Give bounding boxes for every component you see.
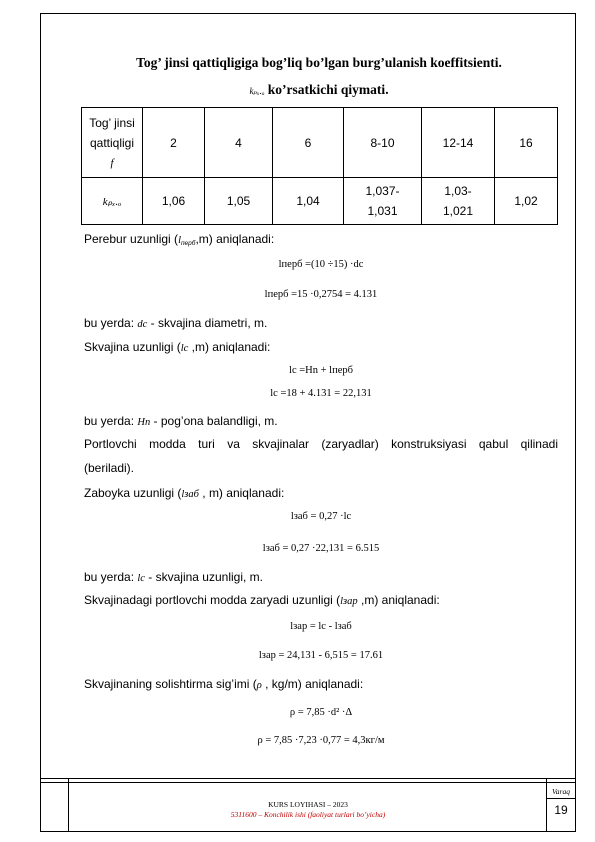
heading-line-2-text: ko’rsatkichi qiymati bbox=[264, 82, 386, 97]
formula-stemming-general: lзаб = 0,27 ·lc bbox=[290, 511, 352, 522]
table-cell: 1,06 bbox=[143, 178, 205, 225]
formula-capacity-general: ρ = 7,85 ·d² ·Δ bbox=[289, 707, 353, 718]
paragraph-borehole-length-definition: bu yerda: lc - skvajina uzunligi, m. bbox=[84, 570, 263, 584]
table-cell: 12-14 bbox=[422, 108, 495, 178]
table-row bbox=[82, 178, 558, 225]
paragraph-perebur: Perebur uzunligi $(l_{перб},m)$ aniqlanadi: bbox=[84, 232, 275, 247]
paragraph-specific-capacity: Skvajinaning solishtirma sig’imi (ρ , kg/m) aniqlanadi: bbox=[84, 677, 364, 691]
table-cell: 4 bbox=[205, 108, 273, 178]
formula-borehole-value: lc =18 + 4.131 = 22,131 bbox=[270, 388, 372, 399]
stamp-border bbox=[40, 782, 576, 783]
heading-line-2-end: . bbox=[385, 82, 389, 97]
formula-charge-value: lзар = 24,131 - 6,515 = 17.61 bbox=[258, 650, 384, 661]
formula-perebur-general: lперб =(10 ÷15) ·dс bbox=[278, 259, 364, 270]
table-cell: 16 bbox=[495, 108, 558, 178]
table-cell: 6 bbox=[273, 108, 344, 178]
table-cell: 8-10 bbox=[344, 108, 422, 178]
table-cell-label: kₚₓ.ₒ bbox=[82, 178, 143, 225]
table-cell: 1,05 bbox=[205, 178, 273, 225]
paragraph-explosive-type-end: (beriladi). bbox=[84, 461, 135, 475]
formula-charge-general: lзар = lc - lзаб bbox=[290, 621, 352, 632]
paragraph-bench-height-definition: bu yerda: Hn - pog’ona balandligi, m. bbox=[84, 414, 278, 428]
paragraph-borehole-length: Skvajina uzunligi (lc ,m) aniqlanadi: bbox=[84, 340, 271, 354]
stamp-divider bbox=[546, 778, 547, 832]
heading-line-1: Tog’ jinsi qattiqligiga bog’liq bo’lgan burg’ulanish koeffitsienti. bbox=[136, 55, 502, 70]
heading-symbol: kₚₓ.ₒ bbox=[249, 85, 265, 96]
page-number: 19 bbox=[554, 803, 568, 817]
formula-stemming-value: lзаб = 0,27 ·22,131 = 6.515 bbox=[262, 543, 380, 554]
table-cell: 1,037- 1,031 bbox=[344, 178, 422, 225]
heading-line-2 bbox=[60, 80, 578, 101]
table-cell-label: Tog’ jinsi qattiqligi f bbox=[82, 108, 143, 178]
stamp-divider bbox=[546, 798, 576, 799]
table-row bbox=[82, 108, 558, 178]
symbol-l: l bbox=[178, 235, 181, 246]
stamp-border bbox=[40, 778, 576, 779]
stamp-subtitle: 5311600 – Konchilik ishi (faoliyat turlari bo’yicha) bbox=[230, 810, 386, 819]
paragraph-explosive-type: Portlovchi modda turi va skvajinalar (zaryadlar) konstruksiyasi qabul qilinadi bbox=[84, 437, 558, 451]
paragraph-charge-length: Skvajinadagi portlovchi modda zaryadi uzunligi (lзар ,m) aniqlanadi: bbox=[84, 593, 440, 607]
paragraph-stemming-length: Zaboyka uzunligi (lзаб , m) aniqlanadi: bbox=[84, 486, 285, 500]
formula-capacity-value: ρ = 7,85 ·7,23 ·0,77 = 4,3кг/м bbox=[257, 735, 385, 746]
table-cell: 2 bbox=[143, 108, 205, 178]
paragraph-diameter-definition: bu yerda: dс - skvajina diametri, m. bbox=[84, 316, 268, 330]
formula-perebur-value: lперб =15 ·0,2754 = 4.131 bbox=[264, 289, 378, 300]
stamp-divider bbox=[68, 778, 69, 832]
formula-borehole-general: lc =Hn + lперб bbox=[289, 365, 353, 376]
table-cell: 1,02 bbox=[495, 178, 558, 225]
table-cell: 1,04 bbox=[273, 178, 344, 225]
sheet-label: Varaq bbox=[552, 787, 570, 796]
stamp-title: KURS LOYIHASI – 2023 bbox=[268, 800, 348, 809]
hardness-coefficient-table bbox=[81, 107, 558, 225]
table-cell: 1,03- 1,021 bbox=[422, 178, 495, 225]
